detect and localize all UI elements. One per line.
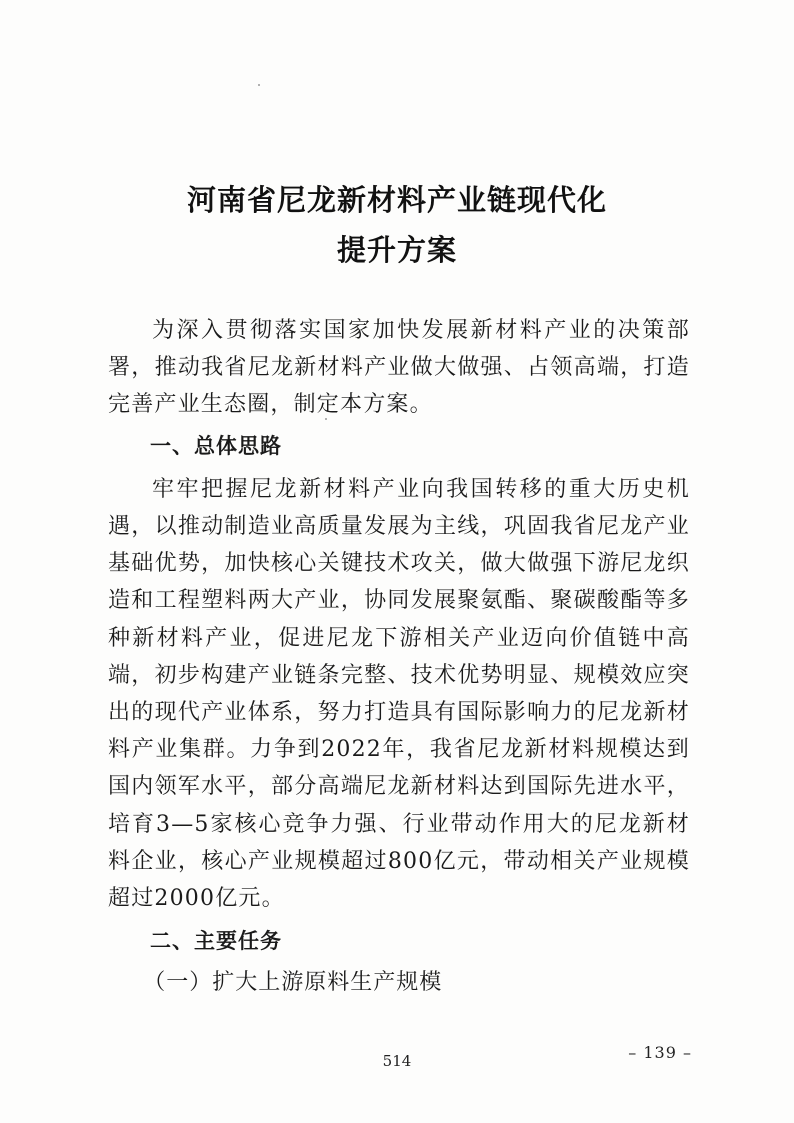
scan-speck: [258, 84, 260, 86]
document-title-line-2: 提升方案: [336, 233, 457, 267]
document-body: [108, 312, 690, 1002]
document-title-line-1: 河南省尼龙新材料产业链现代化: [186, 183, 607, 217]
scan-speck: [325, 418, 327, 420]
archive-number: 514: [382, 1052, 412, 1070]
section-1-heading: 一、总体思路: [150, 433, 282, 458]
section-2-subheading-1: （一）扩大上游原料生产规模: [143, 970, 443, 996]
intro-paragraph: 为深入贯彻落实国家加快发展新材料产业的决策部署，推动我省尼龙新材料产业做大做强、占领高端，打造完善产业生态圈，制定本方案。: [108, 318, 690, 418]
section-2-heading: 二、主要任务: [150, 929, 282, 954]
section-1-paragraph: 牢牢把握尼龙新材料产业向我国转移的重大历史机遇，以推动制造业高质量发展为主线，巩固我省尼龙产业基础优势，加快核心关键技术攻关，做大做强下游尼龙织造和工程塑料两大产业，协同发展聚氨酯、聚碳酸酯等多种新材料产业，促进尼龙下游相关产业迈向价值链中高端，初步构建产业链条完整、技术优势明显、规模效应突出的现代产业体系，努力打造具有国际影响力的尼龙新材料产业集群。力争到2022年，我省尼龙新材料规模达到国内领军水平，部分高端尼龙新材料达到国际先进水平，培育3—5家核心竞争力强、行业带动作用大的尼龙新材料企业，核心产业规模超过800亿元，带动相关产业规模超过2000亿元。: [108, 476, 690, 912]
page-number: – 139 –: [628, 1043, 692, 1062]
